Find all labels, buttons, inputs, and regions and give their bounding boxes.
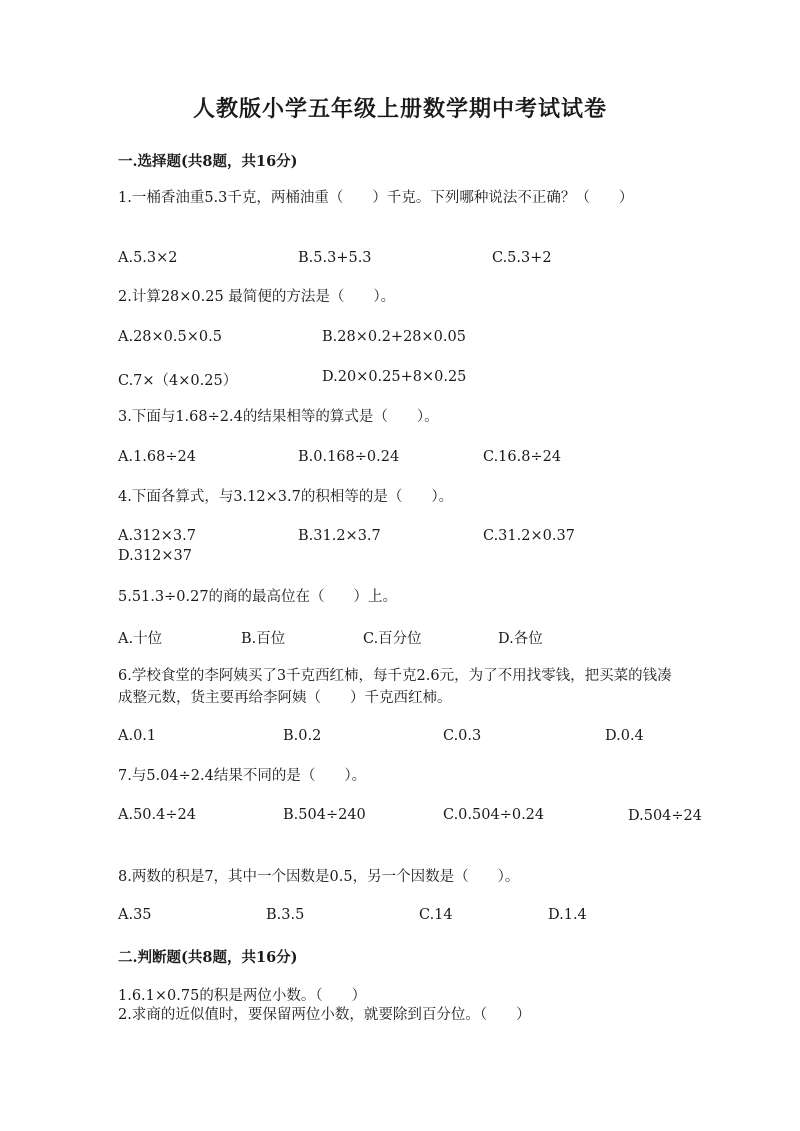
section-heading-choice: 一.选择题(共8题，共16分) <box>118 153 298 170</box>
option-5b: B.百位 <box>241 631 286 647</box>
option-4c: C.31.2×0.37 <box>483 528 575 544</box>
question-6: 6.学校食堂的李阿姨买了3千克西红柿，每千克2.6元，为了不用找零钱，把买菜的钱凑成整元数，货主要再给李阿姨（ ）千克西红柿。 <box>118 668 672 706</box>
option-7c: C.0.504÷0.24 <box>443 807 545 823</box>
question-5: 5.51.3÷0.27的商的最高位在（ ）上。 <box>118 589 398 605</box>
question-7: 7.与5.04÷2.4结果不同的是（ ）。 <box>118 768 367 784</box>
section-heading-judgement: 二.判断题(共8题，共16分) <box>118 949 298 966</box>
page-title: 人教版小学五年级上册数学期中考试试卷 <box>192 96 607 122</box>
option-7b: B.504÷240 <box>283 807 366 823</box>
judgement-item-1: 1.6.1×0.75的积是两位小数。（ ） <box>118 988 367 1004</box>
question-4: 4.下面各算式，与3.12×3.7的积相等的是（ ）。 <box>118 489 454 505</box>
option-3a: A.1.68÷24 <box>118 449 196 465</box>
option-3c: C.16.8÷24 <box>483 449 562 465</box>
option-4a: A.312×3.7 <box>118 528 196 544</box>
option-6d: D.0.4 <box>605 728 644 744</box>
question-8: 8.两数的积是7，其中一个因数是0.5，另一个因数是（ ）。 <box>118 869 520 885</box>
question-1: 1.一桶香油重5.3千克，两桶油重（ ）千克。下列哪种说法不正确？（ ） <box>118 190 634 206</box>
option-5a: A.十位 <box>118 631 163 647</box>
option-8b: B.3.5 <box>266 907 305 923</box>
option-7d: D.504÷24 <box>628 808 702 824</box>
option-2d: D.20×0.25+8×0.25 <box>322 369 467 385</box>
question-2: 2.计算28×0.25 最简便的方法是（ ）。 <box>118 289 396 305</box>
option-6b: B.0.2 <box>283 728 322 744</box>
option-2a: A.28×0.5×0.5 <box>118 329 222 345</box>
option-7a: A.50.4÷24 <box>118 807 196 823</box>
option-4d: D.312×37 <box>118 548 192 564</box>
option-6a: A.0.1 <box>118 728 157 744</box>
option-1c: C.5.3+2 <box>492 250 552 266</box>
question-3: 3.下面与1.68÷2.4的结果相等的算式是（ ）。 <box>118 409 439 425</box>
option-1b: B.5.3+5.3 <box>298 250 372 266</box>
judgement-item-2: 2.求商的近似值时，要保留两位小数，就要除到百分位。（ ） <box>118 1007 531 1023</box>
option-1a: A.5.3×2 <box>118 250 178 266</box>
option-2b: B.28×0.2+28×0.05 <box>322 329 466 345</box>
option-4b: B.31.2×3.7 <box>298 528 381 544</box>
option-6c: C.0.3 <box>443 728 482 744</box>
option-8d: D.1.4 <box>548 907 587 923</box>
option-2c: C.7×（4×0.25） <box>118 373 238 389</box>
option-5c: C.百分位 <box>363 631 422 647</box>
option-5d: D.各位 <box>498 631 543 647</box>
option-8c: C.14 <box>419 907 453 923</box>
option-3b: B.0.168÷0.24 <box>298 449 400 465</box>
option-8a: A.35 <box>118 907 152 923</box>
